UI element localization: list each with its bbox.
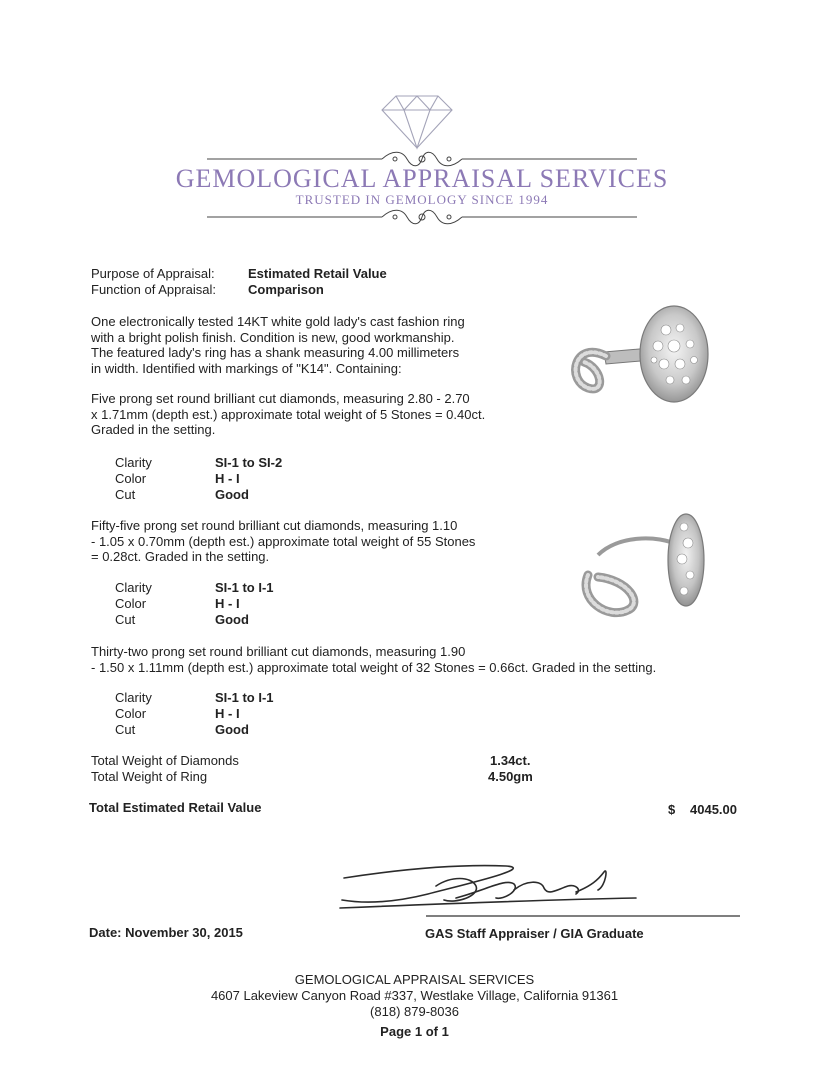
total-ring-weight-value: 4.50gm <box>488 769 533 784</box>
stone-line: - 1.50 x 1.11mm (depth est.) approximate total weight of 32 Stones = 0.66ct. Graded in the setting. <box>91 659 657 675</box>
stone-line: Thirty-two prong set round brilliant cut diamonds, measuring 1.90 <box>91 644 466 659</box>
stone-line: Five prong set round brilliant cut diamonds, measuring 2.80 - 2.70 <box>91 391 470 406</box>
clarity-row: Clarity SI-1 to I-1 <box>115 690 274 705</box>
retail-value-label: Total Estimated Retail Value <box>89 800 262 815</box>
cut-row: Cut Good <box>115 612 249 627</box>
diamond-logo-icon <box>380 94 454 150</box>
stone-line: - 1.05 x 0.70mm (depth est.) approximate total weight of 55 Stones <box>91 533 476 549</box>
total-diamond-weight-label: Total Weight of Diamonds <box>91 753 239 768</box>
cut-row: Cut Good <box>115 722 249 737</box>
color-row: Color H - I <box>115 596 240 611</box>
description-line: in width. Identified with markings of "K14". Containing: <box>91 360 402 376</box>
stone-line: Fifty-five prong set round brilliant cut diamonds, measuring 1.10 <box>91 518 458 533</box>
currency-symbol: $ <box>668 802 676 817</box>
stone-group-1-description <box>91 391 485 438</box>
clarity-row: Clarity SI-1 to I-1 <box>115 580 274 595</box>
function-value: Comparison <box>248 282 324 297</box>
total-ring-weight-label: Total Weight of Ring <box>91 769 208 784</box>
header-tagline: TRUSTED IN GEMOLOGY SINCE 1994 <box>295 192 549 207</box>
appraiser-signature <box>336 850 746 922</box>
purpose-label: Purpose of Appraisal: <box>91 266 215 281</box>
stone-line: x 1.71mm (depth est.) approximate total weight of 5 Stones = 0.40ct. <box>91 406 486 422</box>
ring-description <box>91 314 465 376</box>
total-diamond-weight-value: 1.34ct. <box>490 753 531 768</box>
description-line: with a bright polish finish. Condition is new, good workmanship. <box>91 329 455 345</box>
clarity-row: Clarity SI-1 to SI-2 <box>115 455 283 470</box>
ornament-divider-bottom <box>207 206 637 228</box>
cut-row: Cut Good <box>115 487 249 502</box>
color-row: Color H - I <box>115 706 240 721</box>
ring-photo-side <box>568 505 718 625</box>
page-number: Page 1 of 1 <box>380 1024 449 1039</box>
retail-value-amount: 4045.00 <box>690 802 737 817</box>
purpose-value: Estimated Retail Value <box>248 266 387 281</box>
stone-group-3-description <box>91 644 656 675</box>
appraiser-title: GAS Staff Appraiser / GIA Graduate <box>425 926 644 941</box>
header-company-name: GEMOLOGICAL APPRAISAL SERVICES <box>175 164 669 193</box>
stone-group-2-description <box>91 518 475 565</box>
ring-photo-top <box>566 300 716 410</box>
function-label: Function of Appraisal: <box>91 282 217 297</box>
appraisal-date: Date: November 30, 2015 <box>89 925 243 940</box>
stone-line: = 0.28ct. Graded in the setting. <box>91 549 270 564</box>
color-row: Color H - I <box>115 471 240 486</box>
description-line: The featured lady's ring has a shank measuring 4.00 millimeters <box>91 345 460 360</box>
footer-company: GEMOLOGICAL APPRAISAL SERVICES <box>294 972 535 987</box>
footer-address: 4607 Lakeview Canyon Road #337, Westlake Village, California 91361 <box>210 988 619 1003</box>
stone-line: Graded in the setting. <box>91 422 216 437</box>
description-line: One electronically tested 14KT white gold lady's cast fashion ring <box>91 314 465 329</box>
footer-phone: (818) 879-8036 <box>370 1004 459 1019</box>
